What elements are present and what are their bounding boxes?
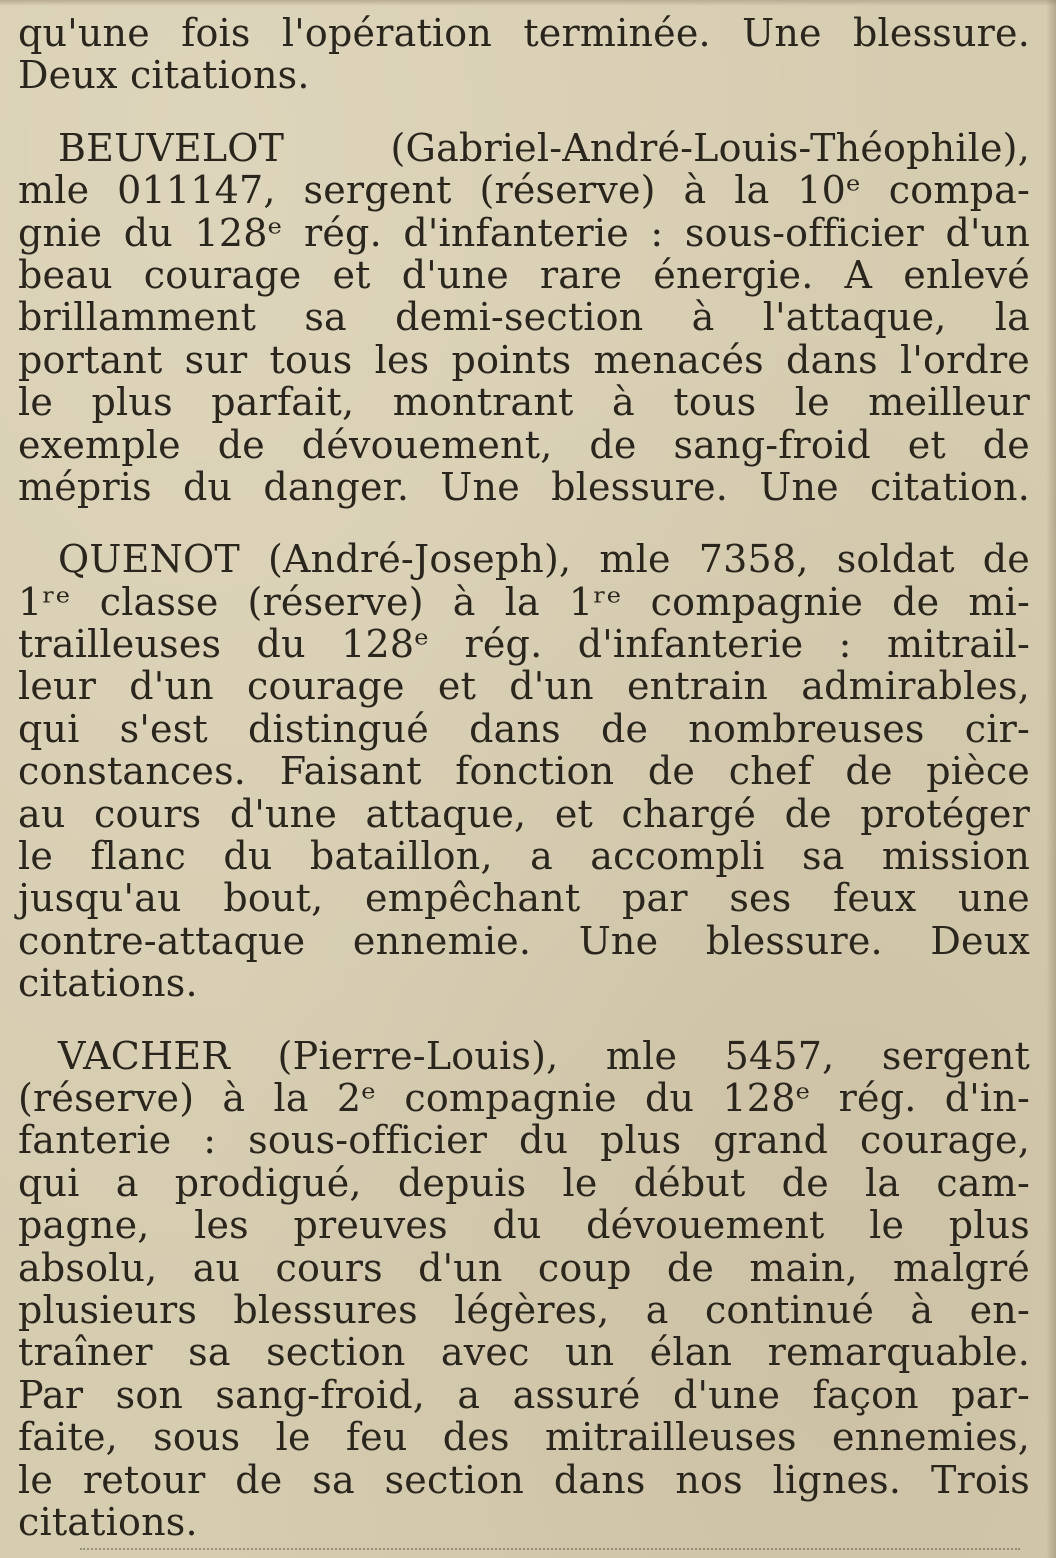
- text-line: plusieurs blessures légères, a continué à en-: [18, 1287, 1030, 1332]
- text-line: qu'une fois l'opération terminée. Une blessure.: [18, 11, 1030, 55]
- newspaper-column: [18, 12, 1030, 1552]
- text-line: fanterie : sous-officier du plus grand courage,: [18, 1118, 1030, 1163]
- text-line: VACHER (Pierre-Louis), mle 5457, sergent: [58, 1033, 1030, 1078]
- paragraph-gap: [18, 1005, 1030, 1035]
- text-line: (réserve) à la 2ᵉ compagnie du 128ᵉ rég. d'in-: [18, 1075, 1030, 1120]
- paragraph-vacher: [18, 1035, 1030, 1544]
- text-line: au cours d'une attaque, et chargé de protéger: [18, 791, 1030, 836]
- paragraph-quenot: [18, 538, 1030, 1004]
- text-line: citations.: [18, 961, 198, 1006]
- text-line: pagne, les preuves du dévouement le plus: [18, 1203, 1030, 1248]
- text-line: qui a prodigué, depuis le début de la cam-: [18, 1160, 1030, 1205]
- text-line: jusqu'au bout, empêchant par ses feux une: [18, 876, 1030, 921]
- text-line: le plus parfait, montrant à tous le meilleur: [18, 380, 1030, 425]
- text-line: traîner sa section avec un élan remarquable.: [18, 1330, 1030, 1375]
- text-line: trailleuses du 128ᵉ rég. d'infanterie : mitrail-: [18, 622, 1030, 667]
- text-line: mépris du danger. Une blessure. Une citation.: [18, 464, 1030, 509]
- text-line: Deux citations.: [18, 53, 310, 98]
- text-line: le flanc du bataillon, a accompli sa mission: [18, 834, 1030, 879]
- text-line: leur d'un courage et d'un entrain admirables,: [18, 664, 1030, 709]
- text-line: absolu, au cours d'un coup de main, malgré: [18, 1245, 1030, 1290]
- text-line: Par son sang-froid, a assuré d'une façon par-: [18, 1372, 1030, 1417]
- text-line: faite, sous le feu des mitrailleuses ennemies,: [18, 1415, 1030, 1460]
- text-line: brillamment sa demi-section à l'attaque, la: [18, 295, 1030, 340]
- text-line: citations.: [18, 1499, 198, 1544]
- text-line: mle 011147, sergent (réserve) à la 10ᵉ compa-: [18, 168, 1030, 213]
- text-line: le retour de sa section dans nos lignes. Trois: [18, 1457, 1030, 1502]
- paragraph-gap: [18, 97, 1030, 127]
- paragraph-gap: [18, 508, 1030, 538]
- text-line: qui s'est distingué dans de nombreuses cir-: [18, 706, 1030, 751]
- cut-off-next-paragraph: [80, 1548, 1020, 1558]
- text-line: contre-attaque ennemie. Une blessure. Deux: [18, 918, 1030, 963]
- page-top-edge: [0, 0, 1056, 6]
- page-right-edge: [1046, 0, 1056, 1558]
- text-line: BEUVELOT (Gabriel-André-Louis-Théophile),: [58, 125, 1030, 170]
- paragraph-intro: [18, 12, 1030, 97]
- text-line: QUENOT (André-Joseph), mle 7358, soldat de: [58, 537, 1030, 582]
- paragraph-beuvelot: [18, 127, 1030, 509]
- text-line: gnie du 128ᵉ rég. d'infanterie : sous-officier d'un: [18, 210, 1030, 255]
- text-line: exemple de dévouement, de sang-froid et de: [18, 422, 1030, 467]
- text-line: constances. Faisant fonction de chef de pièce: [18, 749, 1030, 794]
- text-line: beau courage et d'une rare énergie. A enlevé: [18, 252, 1030, 297]
- text-line: portant sur tous les points menacés dans l'ordre: [18, 337, 1030, 382]
- text-line: 1ʳᵉ classe (réserve) à la 1ʳᵉ compagnie de mi-: [18, 579, 1030, 624]
